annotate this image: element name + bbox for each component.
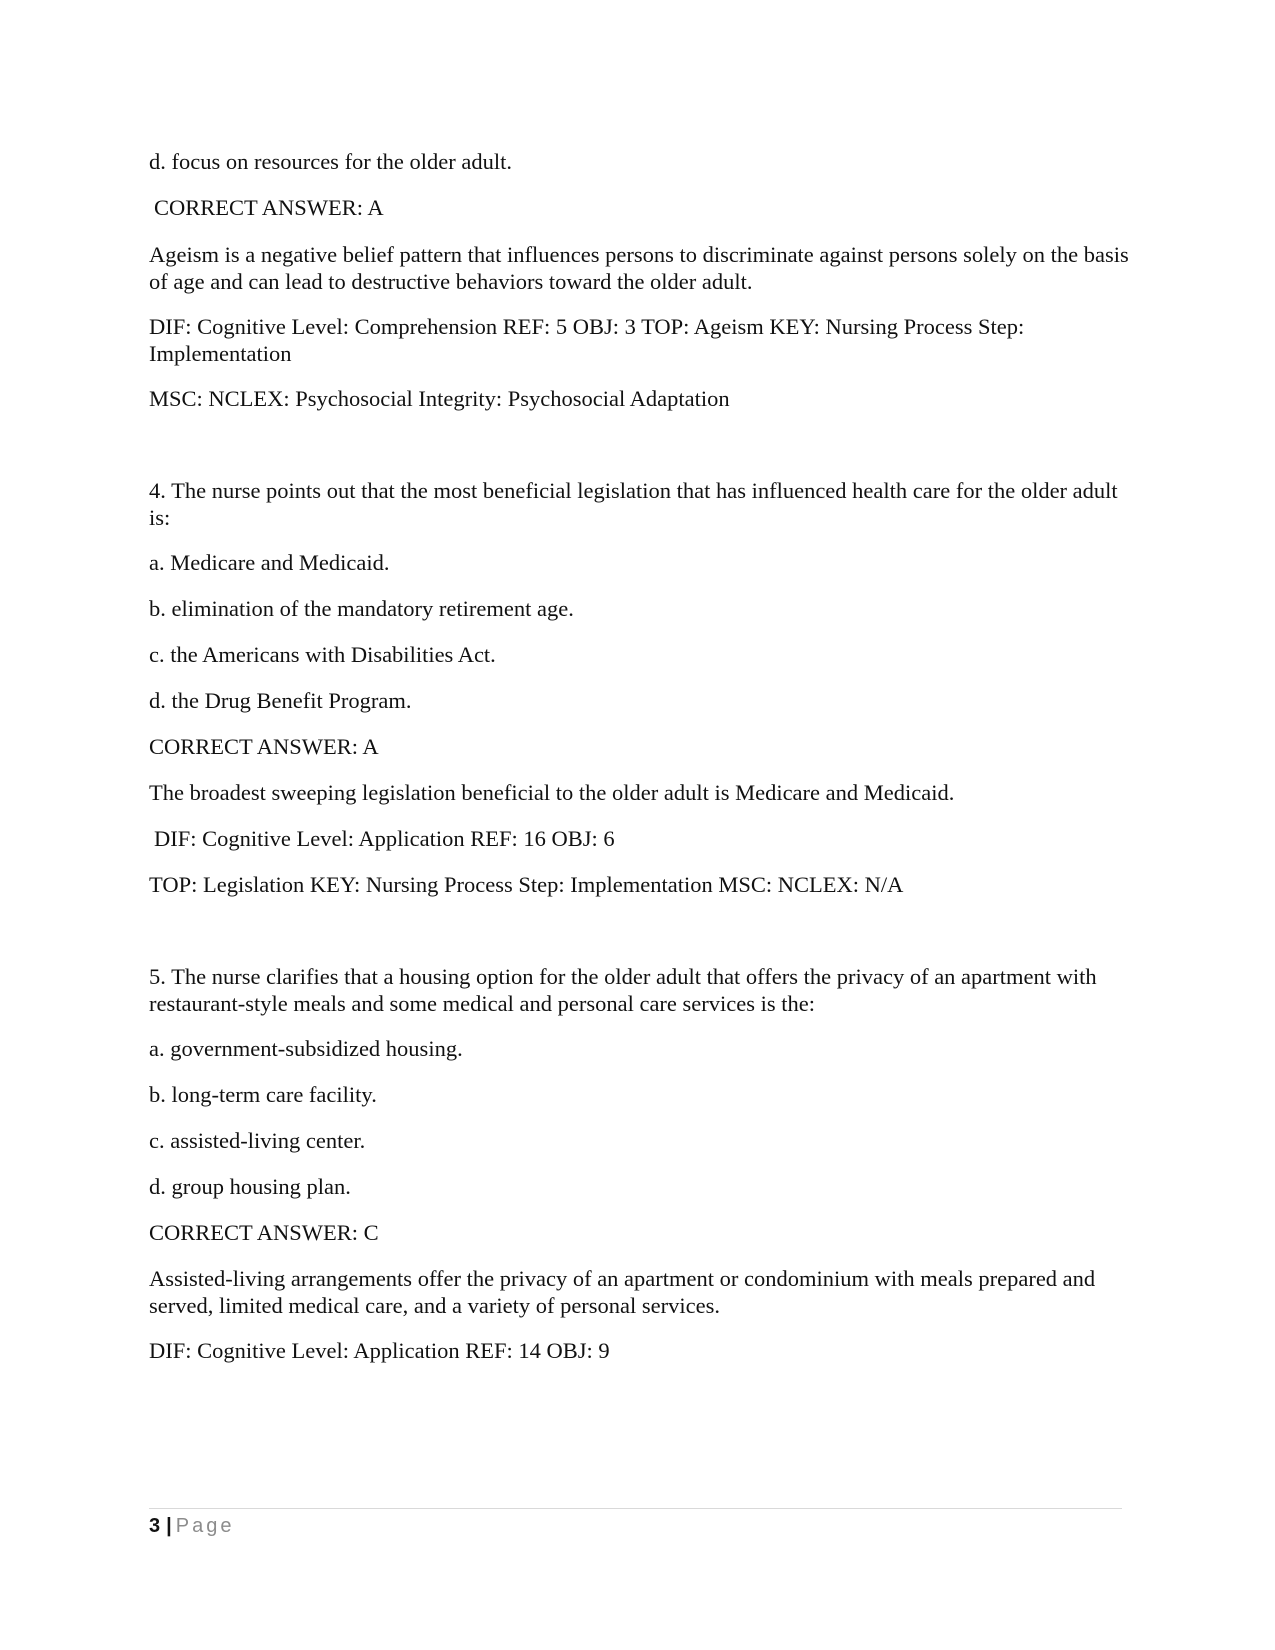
- rationale: Assisted-living arrangements offer the privacy of an apartment or condominium with meals prepared and served, limited medical care, and a variety of personal services.: [149, 1266, 1096, 1318]
- correct-answer: CORRECT ANSWER: C: [149, 1220, 379, 1245]
- question-stem: 5. The nurse clarifies that a housing option for the older adult that offers the privacy of an apartment with restaurant-style meals and some medical and personal care services is the:: [149, 964, 1097, 1016]
- answer-option-b: b. elimination of the mandatory retirement age.: [149, 596, 574, 621]
- answer-option-c: c. the Americans with Disabilities Act.: [149, 642, 496, 667]
- answer-option-d: d. the Drug Benefit Program.: [149, 688, 412, 713]
- page-label: Page: [175, 1515, 235, 1537]
- question-metadata: DIF: Cognitive Level: Application REF: 16 OBJ: 6: [154, 826, 615, 851]
- rationale: Ageism is a negative belief pattern that influences persons to discriminate against persons solely on the basis of age and can lead to destructive behaviors toward the older adult.: [149, 242, 1129, 294]
- question-metadata: MSC: NCLEX: Psychosocial Integrity: Psychosocial Adaptation: [149, 386, 730, 411]
- question-metadata: DIF: Cognitive Level: Application REF: 14 OBJ: 9: [149, 1338, 610, 1363]
- correct-answer: CORRECT ANSWER: A: [149, 734, 379, 759]
- question-metadata: TOP: Legislation KEY: Nursing Process Step: Implementation MSC: NCLEX: N/A: [149, 872, 904, 897]
- answer-option-d: d. focus on resources for the older adult.: [149, 149, 513, 174]
- answer-option-c: c. assisted-living center.: [149, 1128, 366, 1153]
- rationale: The broadest sweeping legislation beneficial to the older adult is Medicare and Medicaid.: [149, 780, 955, 805]
- question-stem: 4. The nurse points out that the most beneficial legislation that has influenced health care for the older adult is:: [149, 478, 1118, 530]
- answer-option-a: a. government-subsidized housing.: [149, 1036, 463, 1061]
- correct-answer: CORRECT ANSWER: A: [154, 195, 384, 220]
- answer-option-a: a. Medicare and Medicaid.: [149, 550, 390, 575]
- answer-option-b: b. long-term care facility.: [149, 1082, 377, 1107]
- answer-option-d: d. group housing plan.: [149, 1174, 351, 1199]
- footer-divider: [149, 1508, 1122, 1509]
- page-number: 3: [149, 1515, 161, 1537]
- footer-separator: |: [166, 1515, 172, 1537]
- page-footer: [149, 1513, 234, 1539]
- question-metadata: DIF: Cognitive Level: Comprehension REF: 5 OBJ: 3 TOP: Ageism KEY: Nursing Process Step: Implementation: [149, 314, 1025, 366]
